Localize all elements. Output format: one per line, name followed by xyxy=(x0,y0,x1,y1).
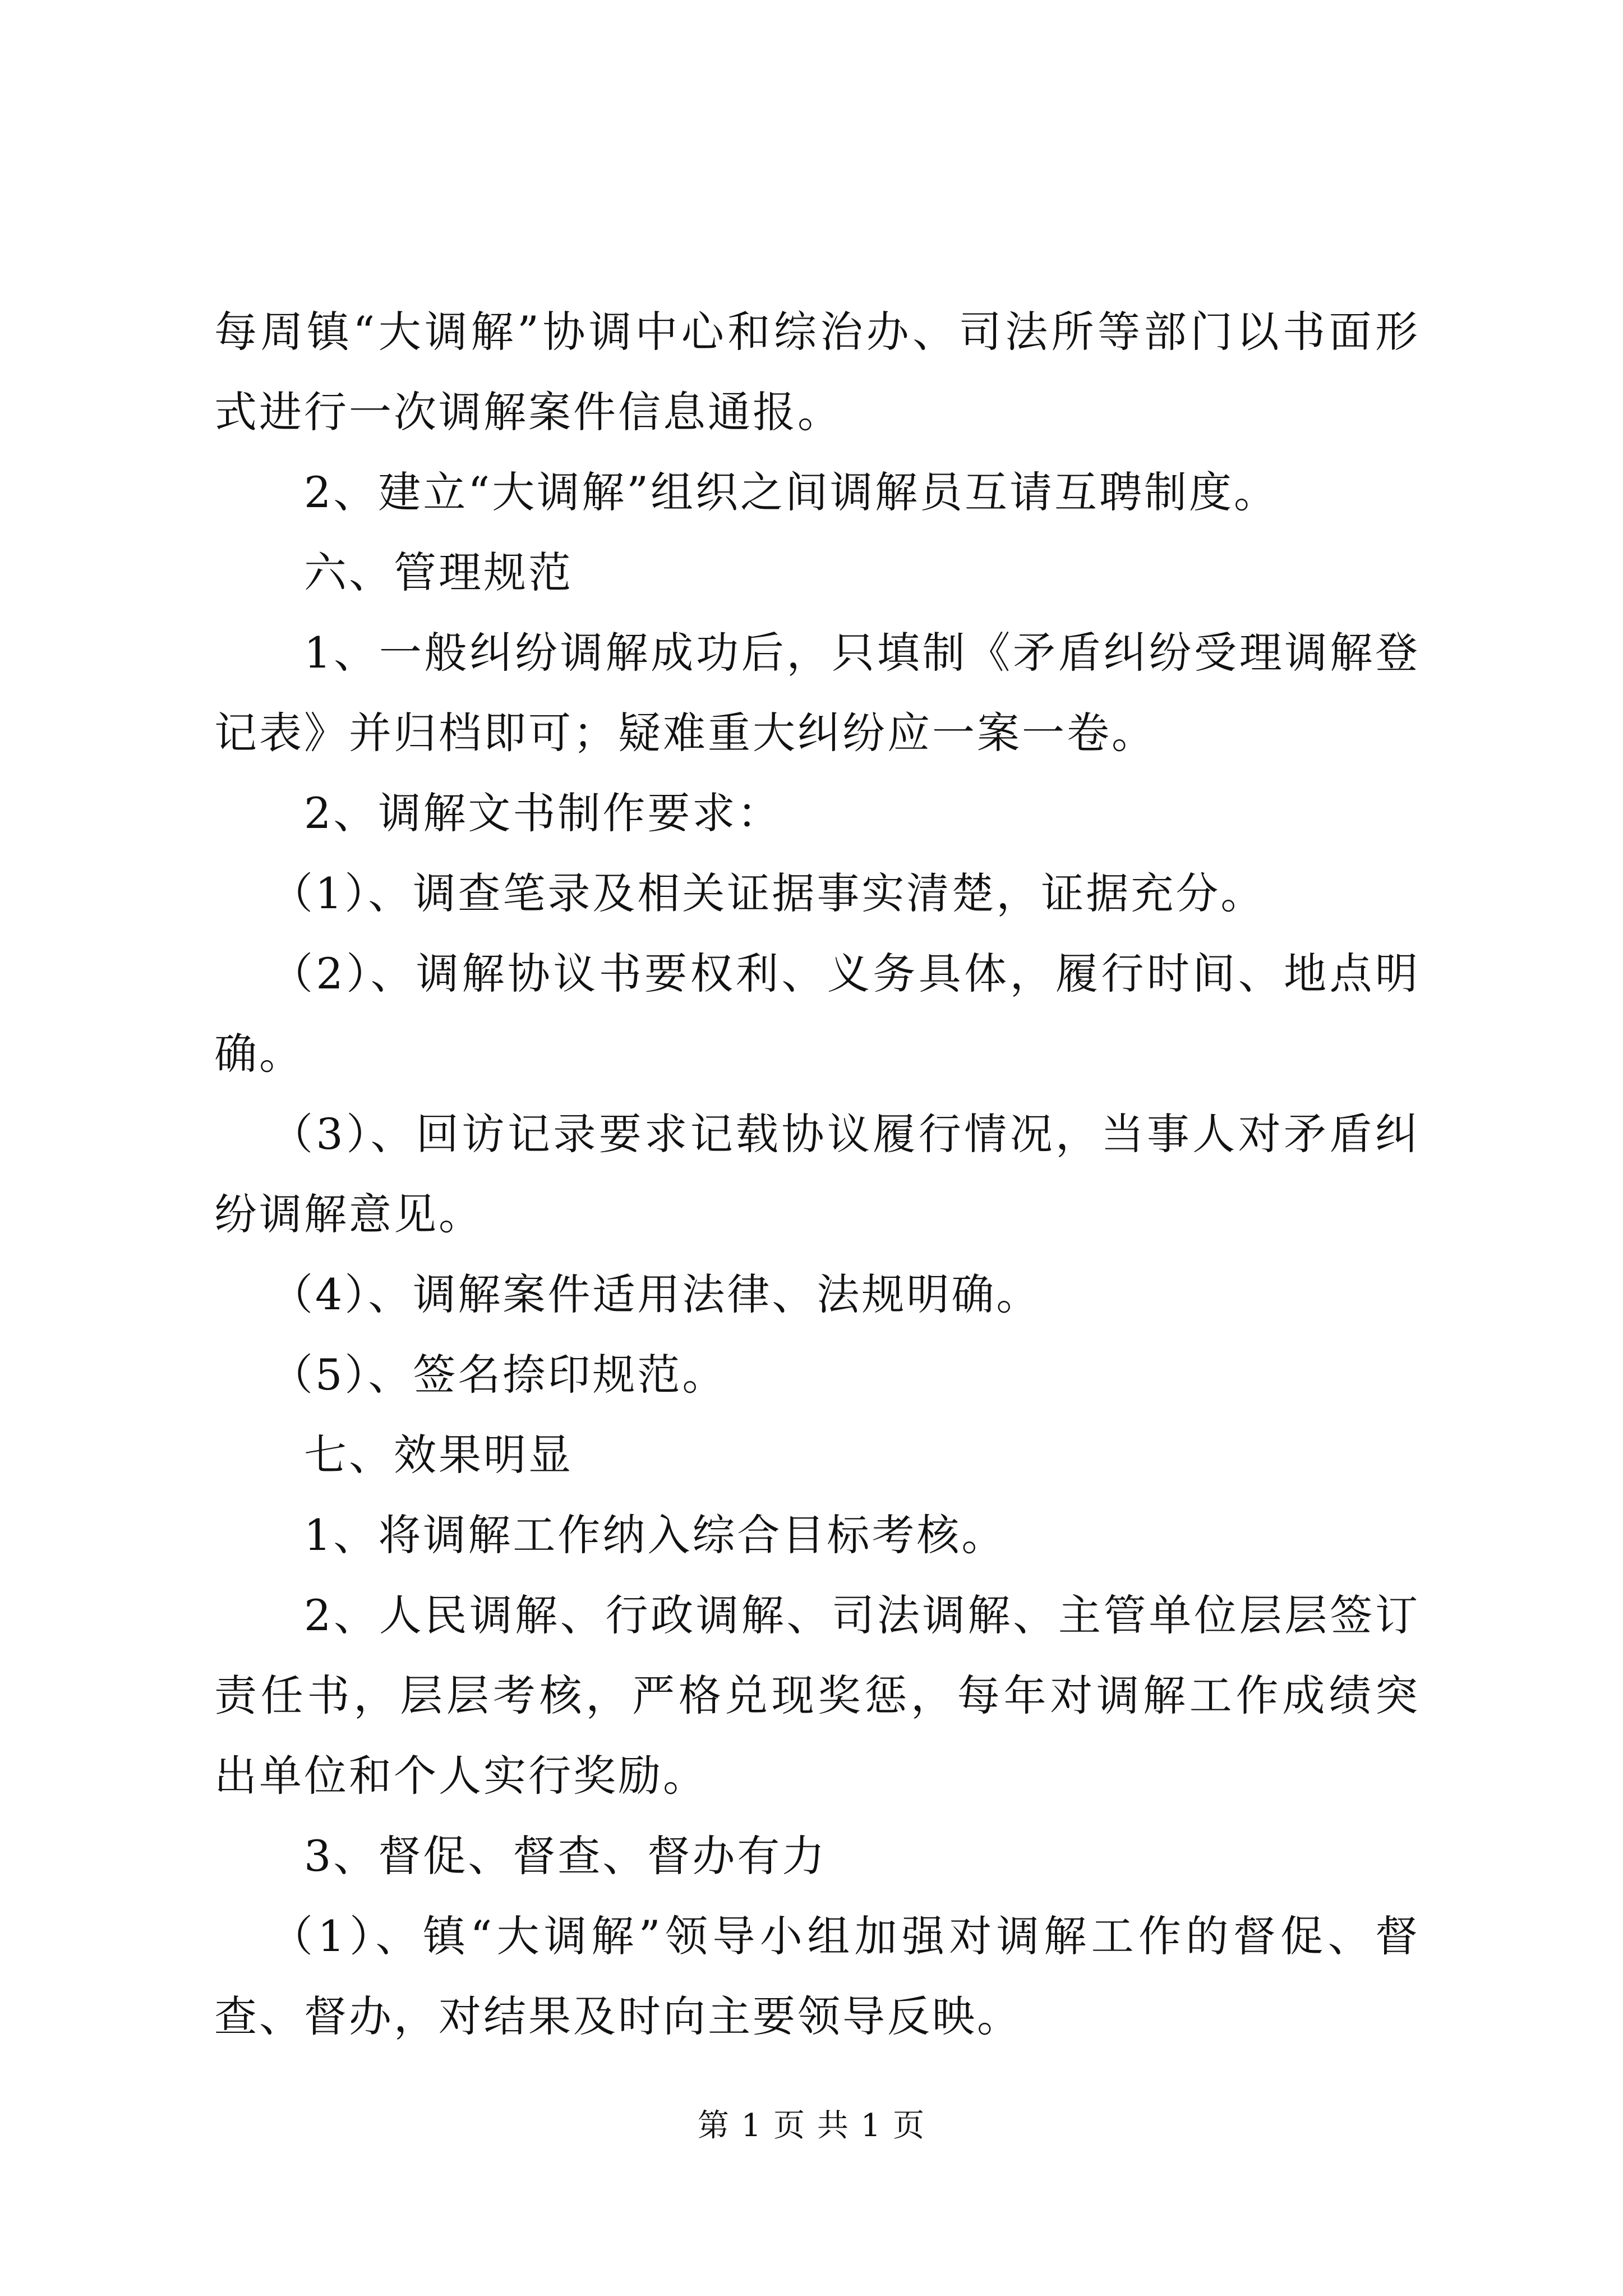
section-heading: 六、管理规范 xyxy=(304,547,573,597)
page-footer: 第 1 页 共 1 页 xyxy=(697,2108,926,2144)
paragraph-item: 1、一般纠纷调解成功后，只填制《矛盾纠纷受理调解登记表》并归档即可；疑难重大纠纷应一案一卷。 xyxy=(214,628,1420,758)
document-body xyxy=(214,292,1420,2056)
section-heading: 七、效果明显 xyxy=(304,1430,573,1480)
paragraph-continuation: 每周镇“大调解”协调中心和综治办、司法所等部门以书面形式进行一次调解案件信息通报。 xyxy=(214,307,1420,437)
sub-item: （1）、调查笔录及相关证据事实清楚，证据充分。 xyxy=(270,868,1266,918)
paragraph-item: 2、建立“大调解”组织之间调解员互请互聘制度。 xyxy=(304,467,1279,517)
sub-item: （3）、回访记录要求记载协议履行情况，当事人对矛盾纠纷调解意见。 xyxy=(214,1109,1420,1239)
paragraph-item: 2、调解文书制作要求： xyxy=(304,788,782,838)
paragraph-item: 3、督促、督查、督办有力 xyxy=(304,1831,827,1881)
sub-item: （2）、调解协议书要权利、义务具体，履行时间、地点明确。 xyxy=(214,949,1420,1079)
sub-item: （4）、调解案件适用法律、法规明确。 xyxy=(270,1269,1041,1319)
sub-item: （1）、镇“大调解”领导小组加强对调解工作的督促、督查、督办，对结果及时向主要领导反映。 xyxy=(214,1911,1420,2041)
paragraph-item: 1、将调解工作纳入综合目标考核。 xyxy=(304,1510,1007,1560)
paragraph-item: 2、人民调解、行政调解、司法调解、主管单位层层签订责任书，层层考核，严格兑现奖惩，每年对调解工作成绩突出单位和个人实行奖励。 xyxy=(214,1590,1420,1801)
sub-item: （5）、签名捺印规范。 xyxy=(270,1350,727,1400)
